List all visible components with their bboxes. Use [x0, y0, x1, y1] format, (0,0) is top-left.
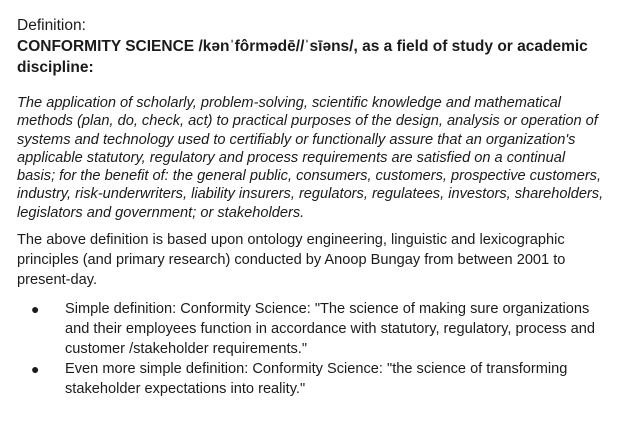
- bullet-list: [17, 299, 607, 399]
- list-item-text: Simple definition: Conformity Science: "The science of making sure organizations and their employees function in accordance with statutory, regulatory, process and customer /stakeholder requirements.": [65, 301, 595, 358]
- term-suffix: , as a field of study or academic discipline:: [17, 38, 588, 76]
- bullet-icon: ●: [31, 301, 40, 318]
- list-item: [17, 299, 607, 359]
- basis-paragraph: The above definition is based upon ontology engineering, linguistic and lexicographic principles (and primary research) conducted by Anoop Bungay from between 2001 to present-day.: [17, 232, 566, 289]
- document: [17, 16, 607, 399]
- pronunciation: /kənˈfôrmədē//ˈsīəns/: [198, 38, 354, 55]
- bullet-icon: ●: [31, 361, 40, 378]
- term-heading: [17, 36, 607, 78]
- list-item-text: Even more simple definition: Conformity Science: "the science of transforming stakeholder expectations into reality.": [65, 361, 568, 398]
- list-item: [17, 359, 607, 399]
- definition-label: Definition:: [17, 17, 86, 34]
- definition-text: The application of scholarly, problem-solving, scientific knowledge and mathematical methods (plan, do, check, act) to practical purposes of the design, analysis or operation of systems and technology used to certifiably or functionally assure that an organization's applicable statutory, regulatory and process requirements are satisfied on a continual basis; for the benefit of: the general public, consumers, customers, prospective customers, industry, risk-underwriters, liability insurers, regulators, regulatees, investors, shareholders, legislators and government; or stakeholders.: [17, 95, 604, 221]
- term: CONFORMITY SCIENCE: [17, 38, 195, 55]
